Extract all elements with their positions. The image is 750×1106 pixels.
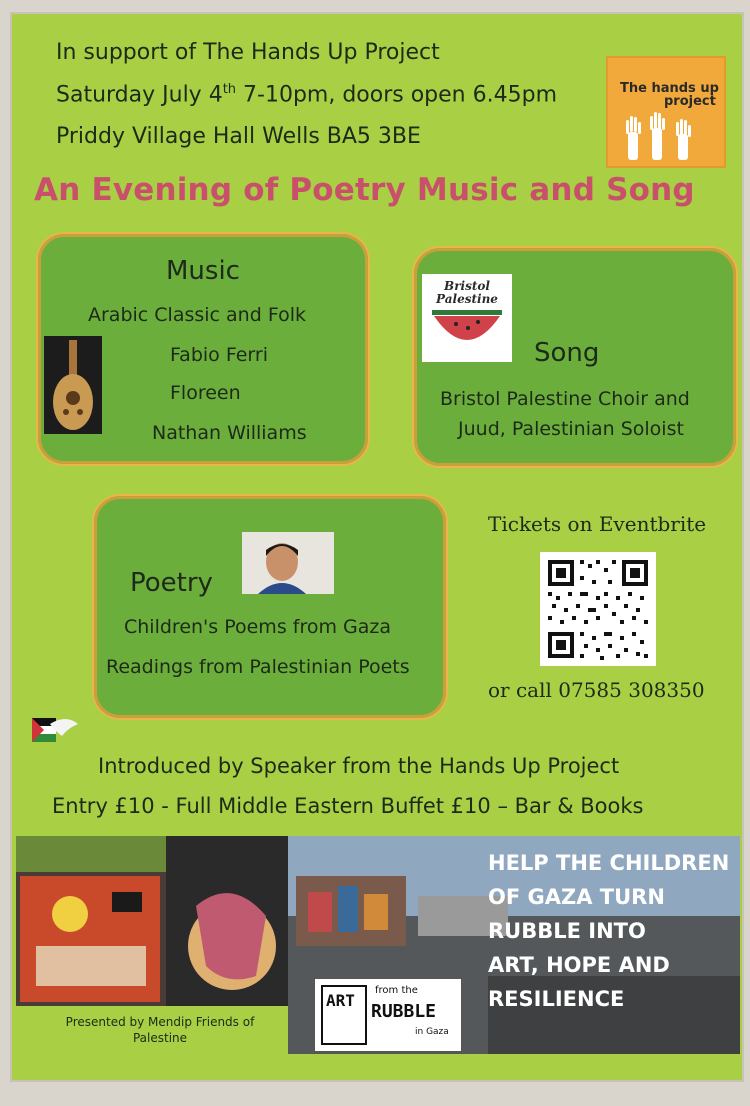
entry-line: Entry £10 - Full Middle Eastern Buffet £10 – Bar & Books	[52, 794, 644, 818]
hands-up-logo-line2: project	[664, 94, 716, 109]
venue-line: Priddy Village Hall Wells BA5 3BE	[56, 124, 421, 149]
phone-line: or call 07585 308350	[488, 678, 705, 702]
banner-slogan-line: RESILIENCE	[488, 987, 625, 1011]
poetry-heading: Poetry	[130, 568, 213, 598]
qr-code	[540, 552, 656, 666]
oud-image	[44, 336, 102, 434]
art-from-rubble-logo	[314, 978, 462, 1052]
hands-up-project-logo	[606, 56, 726, 168]
date-suffix: th	[222, 82, 237, 97]
date-main: Saturday July 4	[56, 82, 223, 108]
child-photo	[242, 532, 334, 594]
banner-slogan	[488, 846, 729, 1016]
collage-image	[16, 836, 288, 1006]
watermelon-icon	[422, 306, 512, 362]
bristol-palestine-choir-logo	[422, 274, 512, 362]
music-heading: Music	[166, 256, 240, 286]
banner-slogan-line: RUBBLE INTO	[488, 919, 646, 943]
art-logo-from-the: from the	[375, 985, 418, 996]
hands-up-logo-text	[620, 82, 719, 108]
song-item: Juud, Palestinian Soloist	[458, 418, 684, 440]
support-line: In support of The Hands Up Project	[56, 40, 440, 65]
art-logo-art: ART	[326, 991, 355, 1010]
poetry-item: Children's Poems from Gaza	[124, 616, 391, 638]
song-heading: Song	[534, 338, 600, 368]
art-logo-rubble: RUBBLE	[371, 1001, 437, 1022]
date-line	[56, 82, 557, 107]
presented-by: Presented by Mendip Friends of Palestine	[65, 1015, 255, 1045]
art-logo-in-gaza: in Gaza	[415, 1027, 449, 1037]
hands-up-logo-line1: The hands up	[620, 81, 719, 96]
raised-hands-icon	[622, 110, 712, 162]
event-title: An Evening of Poetry Music and Song	[34, 172, 695, 208]
song-item: Bristol Palestine Choir and	[440, 388, 690, 410]
choir-logo-line2: Palestine	[436, 292, 498, 306]
banner-slogan-line: HELP THE CHILDREN	[488, 851, 730, 875]
tickets-label: Tickets on Eventbrite	[488, 512, 707, 536]
music-item: Floreen	[170, 382, 241, 404]
choir-logo-line1: Bristol	[444, 279, 490, 293]
choir-logo-text	[422, 280, 512, 306]
children-art-collage	[16, 836, 288, 1006]
music-item: Fabio Ferri	[170, 344, 268, 366]
music-item: Nathan Williams	[152, 422, 307, 444]
banner-slogan-line: ART, HOPE AND	[488, 953, 670, 977]
poster	[12, 14, 742, 1080]
art-logo-box	[321, 985, 367, 1045]
poetry-box	[94, 496, 446, 718]
banner-slogan-line: OF GAZA TURN	[488, 885, 665, 909]
introduced-line: Introduced by Speaker from the Hands Up Project	[98, 754, 620, 778]
oud-icon	[44, 336, 102, 434]
dove-flag-icon	[28, 710, 80, 754]
qr-code-icon	[540, 552, 656, 666]
poetry-item: Readings from Palestinian Poets	[106, 656, 410, 678]
time-text: 7-10pm, doors open 6.45pm	[236, 82, 557, 108]
music-item: Arabic Classic and Folk	[88, 304, 306, 326]
child-portrait-icon	[242, 532, 334, 594]
